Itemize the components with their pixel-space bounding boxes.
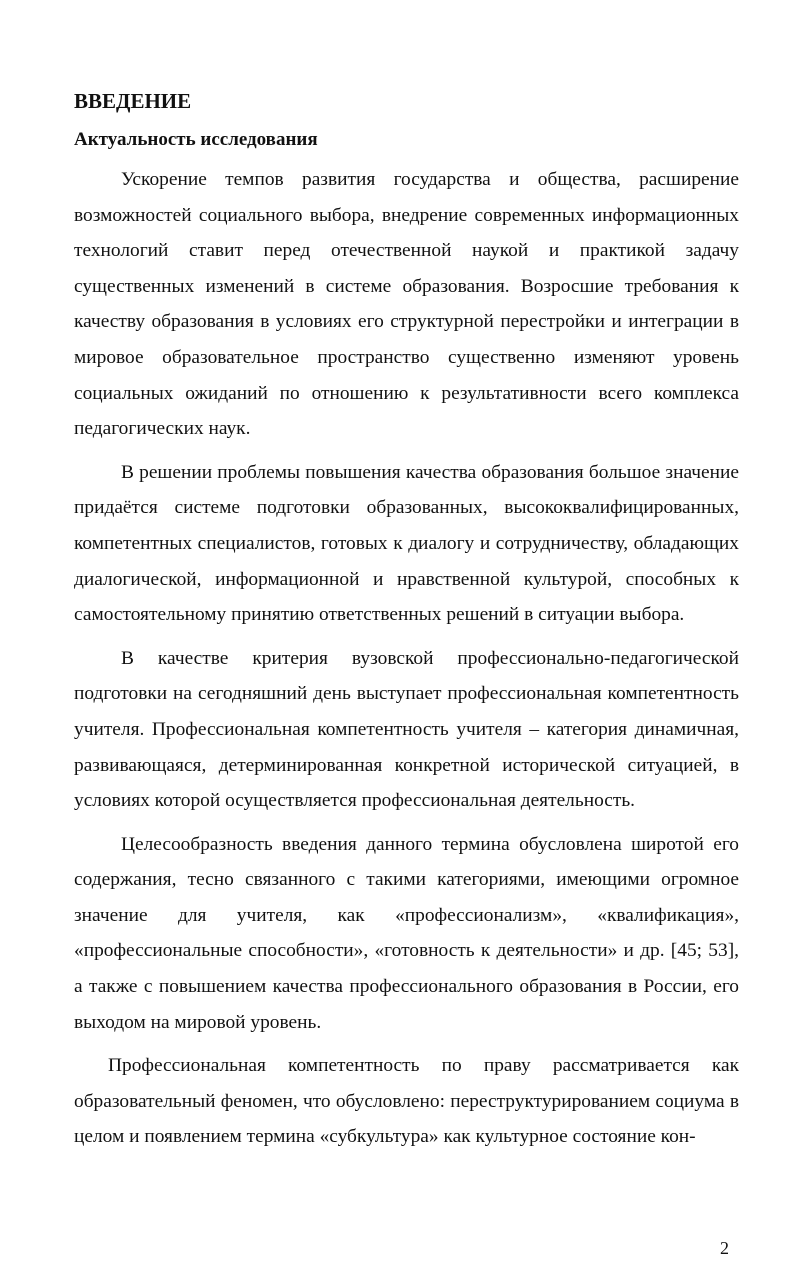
paragraph-4: Целесообразность введения данного термина обусловлена широтой его содержания, тесно связанного с такими категориями, имеющими огромное значение для учителя, как «профессионализм», «квалификация», «профессиональные способности», «готовность к деятельности» и др. [45; 53], а также с повышением качества профессионального образования в России, его выходом на мировой уровень. bbox=[74, 833, 739, 1033]
section-heading: ВВЕДЕНИЕ bbox=[74, 89, 192, 113]
paragraph-3: В качестве критерия вузовской профессионально-педагогической подготовки на сегодняшний день выступает профессиональная компетентность учителя. Профессиональная компетентность учителя – категория динамичная, развивающаяся, детерминированная конкретной исторической ситуацией, в условиях которой осуществляется профессиональная деятельность. bbox=[74, 647, 739, 812]
paragraph-2: В решении проблемы повышения качества образования большое значение придаётся системе подготовки образованных, высококвалифицированных, компетентных специалистов, готовых к диалогу и сотрудничеству, обладающих диалогической, информационной и нравственной культурой, способных к самостоятельному принятию ответственных решений в ситуации выбора. bbox=[74, 461, 739, 626]
paragraph-1: Ускорение темпов развития государства и общества, расширение возможностей социального выбора, внедрение современных информационных технологий ставит перед отечественной наукой и практикой задачу существенных изменений в системе образования. Возросшие требования к качеству образования в условиях его структурной перестройки и интеграции в мировое образовательное пространство существенно изменяют уровень социальных ожиданий по отношению к результативности всего комплекса педагогических наук. bbox=[74, 169, 739, 440]
document-page bbox=[74, 86, 739, 1155]
paragraph-5: Профессиональная компетентность по праву рассматривается как образовательный феномен, что обусловлено: переструктурированием социума в целом и появлением термина «субкультура» как культурное состояние кон- bbox=[74, 1055, 739, 1148]
page-number: 2 bbox=[720, 1238, 729, 1258]
section-subheading: Актуальность исследования bbox=[74, 129, 318, 150]
